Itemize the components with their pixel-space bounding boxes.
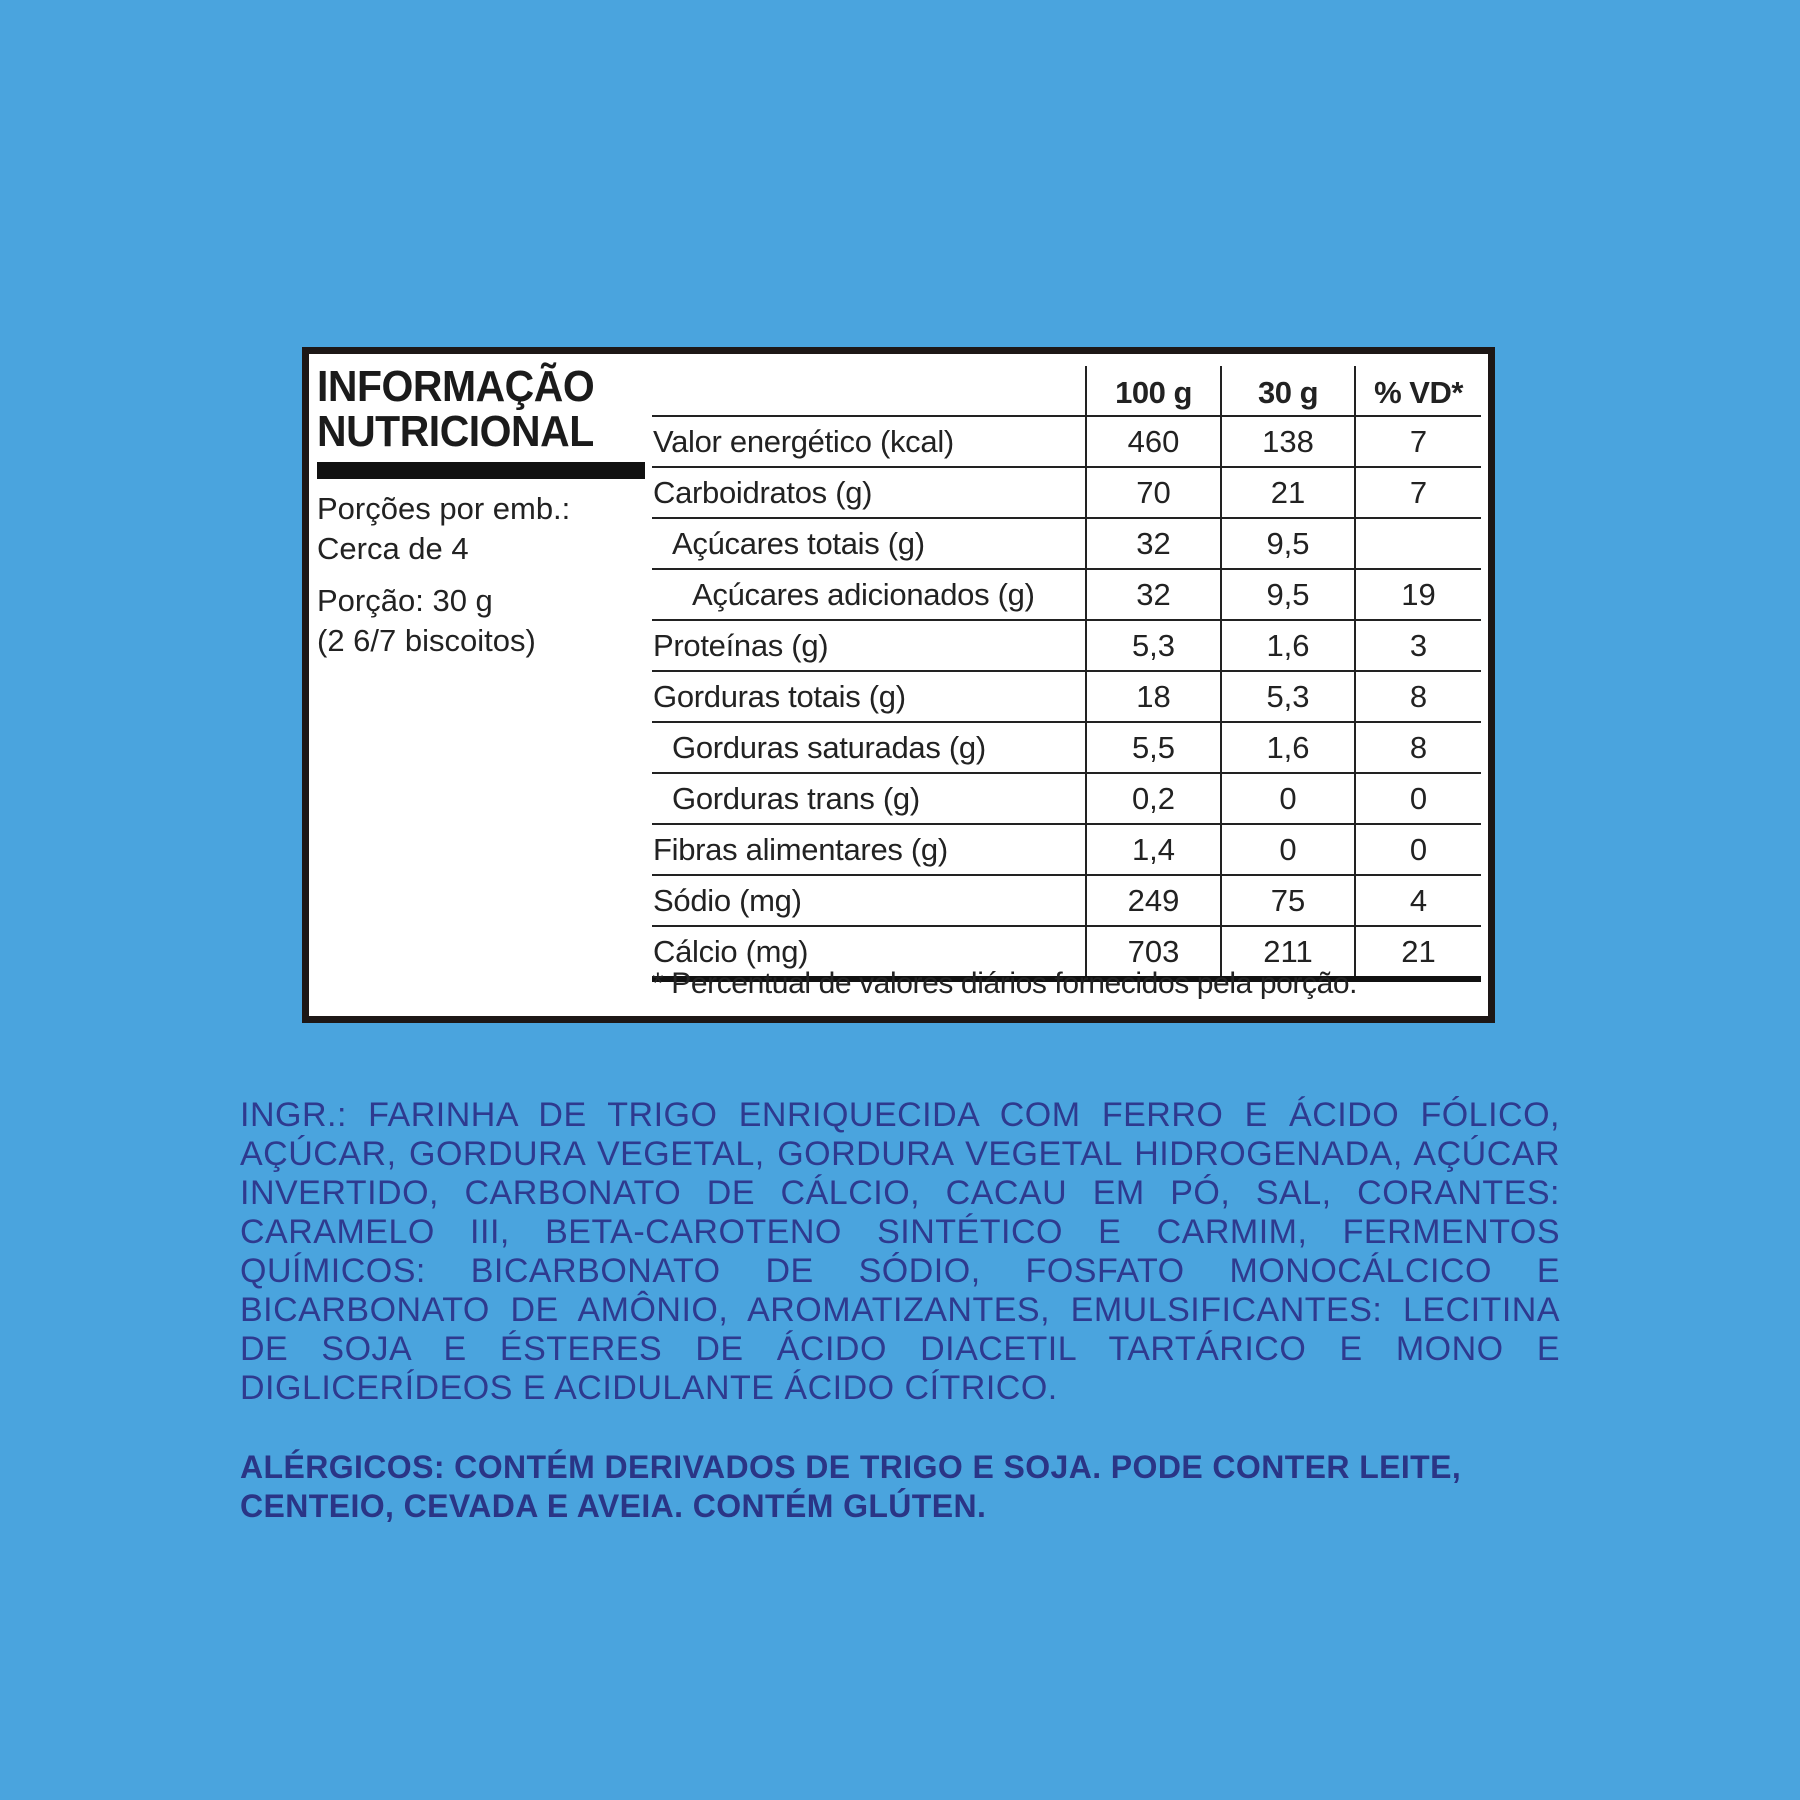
label-title-line1: INFORMAÇÃO xyxy=(317,362,595,411)
value-per-30g: 21 xyxy=(1221,467,1355,518)
value-daily-percent: 7 xyxy=(1355,416,1481,467)
value-daily-percent: 8 xyxy=(1355,722,1481,773)
value-per-100g: 32 xyxy=(1086,569,1221,620)
table-row xyxy=(652,824,1481,875)
value-per-30g: 211 xyxy=(1221,926,1355,979)
label-header-column xyxy=(317,364,645,661)
daily-value-footnote: * Percentual de valores diários fornecidos pela porção. xyxy=(652,967,1358,1000)
value-per-30g: 9,5 xyxy=(1221,569,1355,620)
table-row xyxy=(652,518,1481,569)
value-per-30g: 1,6 xyxy=(1221,620,1355,671)
column-header-30g: 30 g xyxy=(1221,366,1355,416)
nutrient-name: Fibras alimentares (g) xyxy=(652,824,1086,875)
table-row xyxy=(652,722,1481,773)
nutrient-name: Gorduras trans (g) xyxy=(652,773,1086,824)
table-row xyxy=(652,671,1481,722)
nutrient-name: Sódio (mg) xyxy=(652,875,1086,926)
value-per-100g: 703 xyxy=(1086,926,1221,979)
value-per-100g: 1,4 xyxy=(1086,824,1221,875)
value-per-30g: 0 xyxy=(1221,824,1355,875)
value-per-30g: 9,5 xyxy=(1221,518,1355,569)
column-header-vd: % VD* xyxy=(1355,366,1481,416)
value-per-100g: 18 xyxy=(1086,671,1221,722)
title-divider-bar xyxy=(317,462,645,479)
table-row xyxy=(652,773,1481,824)
servings-value: Cerca de 4 xyxy=(317,531,469,566)
value-per-30g: 1,6 xyxy=(1221,722,1355,773)
value-per-100g: 0,2 xyxy=(1086,773,1221,824)
nutrient-name: Valor energético (kcal) xyxy=(652,416,1086,467)
nutrient-name: Açúcares totais (g) xyxy=(652,518,1086,569)
value-daily-percent: 4 xyxy=(1355,875,1481,926)
nutrient-name: Carboidratos (g) xyxy=(652,467,1086,518)
value-per-30g: 5,3 xyxy=(1221,671,1355,722)
value-daily-percent: 19 xyxy=(1355,569,1481,620)
table-row xyxy=(652,467,1481,518)
value-per-30g: 138 xyxy=(1221,416,1355,467)
value-daily-percent: 8 xyxy=(1355,671,1481,722)
portion-detail: (2 6/7 biscoitos) xyxy=(317,623,536,658)
value-per-30g: 75 xyxy=(1221,875,1355,926)
value-daily-percent: 0 xyxy=(1355,824,1481,875)
nutrient-name: Cálcio (mg) xyxy=(652,926,1086,979)
servings-label: Porções por emb.: xyxy=(317,491,571,526)
table-row xyxy=(652,620,1481,671)
portion-label: Porção: 30 g xyxy=(317,583,493,618)
value-daily-percent: 7 xyxy=(1355,467,1481,518)
nutrition-facts-label xyxy=(302,347,1495,1023)
nutrition-table xyxy=(652,366,1481,982)
value-per-100g: 70 xyxy=(1086,467,1221,518)
table-row xyxy=(652,569,1481,620)
nutrient-name: Açúcares adicionados (g) xyxy=(652,569,1086,620)
table-header-row xyxy=(652,366,1481,416)
value-per-100g: 5,5 xyxy=(1086,722,1221,773)
value-per-100g: 5,3 xyxy=(1086,620,1221,671)
column-header-100g: 100 g xyxy=(1086,366,1221,416)
table-row xyxy=(652,416,1481,467)
nutrient-name: Gorduras saturadas (g) xyxy=(652,722,1086,773)
value-per-100g: 32 xyxy=(1086,518,1221,569)
allergens-text: ALÉRGICOS: CONTÉM DERIVADOS DE TRIGO E SOJA. PODE CONTER LEITE, CENTEIO, CEVADA E AVEIA. CONTÉM GLÚTEN. xyxy=(240,1449,1462,1524)
value-per-100g: 249 xyxy=(1086,875,1221,926)
nutrient-name: Proteínas (g) xyxy=(652,620,1086,671)
nutrient-name: Gorduras totais (g) xyxy=(652,671,1086,722)
value-daily-percent xyxy=(1355,518,1481,569)
label-title-line2: NUTRICIONAL xyxy=(317,407,594,456)
column-header-nutrient xyxy=(652,366,1086,416)
table-row xyxy=(652,875,1481,926)
value-per-30g: 0 xyxy=(1221,773,1355,824)
ingredients-text: INGR.: FARINHA DE TRIGO ENRIQUECIDA COM FERRO E ÁCIDO FÓLICO, AÇÚCAR, GORDURA VEGETAL, GORDURA VEGETAL HIDROGENADA, AÇÚCAR INVERTIDO, CARBONATO DE CÁLCIO, CACAU EM PÓ, SAL, CORANTES: CARAMELO III, BETA-CAROTENO SINTÉTICO E CARMIM, FERMENTOS QUÍMICOS: BICARBONATO DE SÓDIO, FOSFATO MONOCÁLCICO E BICARBONATO DE AMÔNIO, AROMATIZANTES, EMULSIFICANTES: LECITINA DE SOJA E ÉSTERES DE ÁCIDO DIACETIL TARTÁRICO E MONO E DIGLICERÍDEOS E ACIDULANTE ÁCIDO CÍTRICO. xyxy=(240,1096,1560,1407)
value-daily-percent: 21 xyxy=(1355,926,1481,979)
value-per-100g: 460 xyxy=(1086,416,1221,467)
value-daily-percent: 0 xyxy=(1355,773,1481,824)
value-daily-percent: 3 xyxy=(1355,620,1481,671)
